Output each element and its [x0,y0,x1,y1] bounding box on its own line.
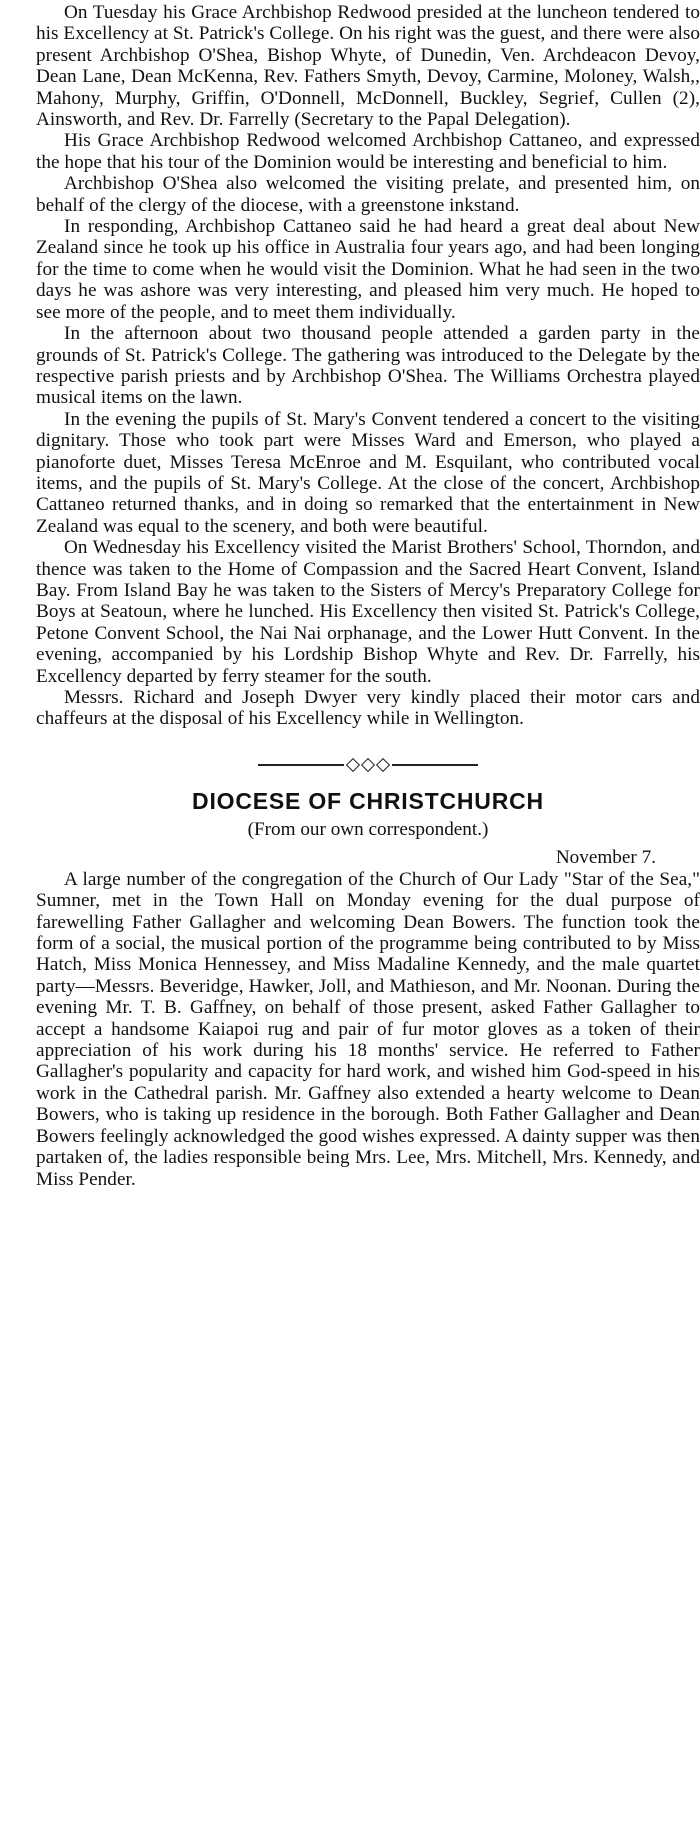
divider-rule-left [258,764,344,766]
article-paragraph: Messrs. Richard and Joseph Dwyer very kindly placed their motor cars and chaffeurs at the disposal of his Excellency while in Wellington. [36,687,700,730]
diamond-ornament-icon [346,760,390,770]
section-divider-ornament [36,753,700,777]
article-paragraph: Archbishop O'Shea also welcomed the visiting prelate, and presented him, on behalf of the clergy of the diocese, with a greenstone inkstand. [36,173,700,216]
article-paragraph: His Grace Archbishop Redwood welcomed Archbishop Cattaneo, and expressed the hope that his tour of the Dominion would be interesting and beneficial to him. [36,130,700,173]
article-diocese-christchurch [36,787,700,1190]
article-paragraph: In responding, Archbishop Cattaneo said he had heard a great deal about New Zealand since he took up his office in Australia four years ago, and had been longing for the time to come when he would visit the Dominion. What he had seen in the two days he was ashore was very interesting, and pleased him very much. He hoped to see more of the people, and to meet them individually. [36,216,700,323]
article-paragraph: On Wednesday his Excellency visited the Marist Brothers' School, Thorndon, and thence was taken to the Home of Compassion and the Sacred Heart Convent, Island Bay. From Island Bay he was taken to the Sisters of Mercy's Preparatory College for Boys at Seatoun, where he lunched. His Excellency then visited St. Patrick's College, Petone Convent School, the Nai Nai orphanage, and the Lower Hutt Convent. In the evening, accompanied by his Lordship Bishop Whyte and Rev. Dr. Farrelly, his Excellency departed by ferry steamer for the south. [36,537,700,687]
article-paragraph: A large number of the congregation of the Church of Our Lady "Star of the Sea," Sumner, met in the Town Hall on Monday evening for the dual purpose of farewelling Father Gallagher and welcoming Dean Bowers. The function took the form of a social, the musical portion of the programme being contributed to by Miss Hatch, Miss Monica Hennessey, and Miss Madaline Kennedy, and the male quartet party—Messrs. Beveridge, Hawker, Joll, and Mathieson, and Mr. Noonan. During the evening Mr. T. B. Gaffney, on behalf of those present, asked Father Gallagher to accept a handsome Kaiapoi rug and pair of fur motor gloves as a token of their appreciation of his work during his 18 months' service. He referred to Father Gallagher's popularity and capacity for hard work, and wished him God-speed in his work in the Cathedral parish. Mr. Gaffney also extended a hearty welcome to Dean Bowers, who is taking up residence in the borough. Both Father Gallagher and Dean Bowers feelingly acknowledged the good wishes expressed. A dainty supper was then partaken of, the ladies responsible being Mrs. Lee, Mrs. Mitchell, Mrs. Kennedy, and Miss Pender. [36,868,700,1190]
article-paragraph: In the evening the pupils of St. Mary's Convent tendered a concert to the visiting dignitary. Those who took part were Misses Ward and Emerson, who played a pianoforte duet, Misses Teresa McEnroe and M. Esquilant, who contributed vocal items, and the pupils of St. Mary's College. At the close of the concert, Archbishop Cattaneo returned thanks, and in doing so remarked that the entertainment in New Zealand was equal to the scenery, and both were beautiful. [36,408,700,537]
correspondent-byline: (From our own correspondent.) [247,818,489,840]
article-paragraph: In the afternoon about two thousand people attended a garden party in the grounds of St. Patrick's College. The gathering was introduced to the Delegate by the respective parish priests and by Archbishop O'Shea. The Williams Orchestra played musical items on the lawn. [36,323,700,409]
dateline: November 7. [555,846,656,868]
article-wellington-visit [36,2,700,730]
article-paragraph: On Tuesday his Grace Archbishop Redwood presided at the luncheon tendered to his Excellency at St. Patrick's College. On his right was the guest, and there were also present Archbishop O'Shea, Bishop Whyte, of Dunedin, Ven. Archdeacon Devoy, Dean Lane, Dean McKenna, Rev. Fathers Smyth, Devoy, Carmine, Moloney, Walsh,, Mahony, Murphy, Griffin, O'Donnell, McDonnell, Buckley, Segrief, Cullen (2), Ainsworth, and Rev. Dr. Farrelly (Secretary to the Papal Delegation). [36,2,700,131]
newspaper-page [36,2,700,1838]
divider-rule-right [392,764,478,766]
section-heading: DIOCESE OF CHRISTCHURCH [192,787,544,814]
